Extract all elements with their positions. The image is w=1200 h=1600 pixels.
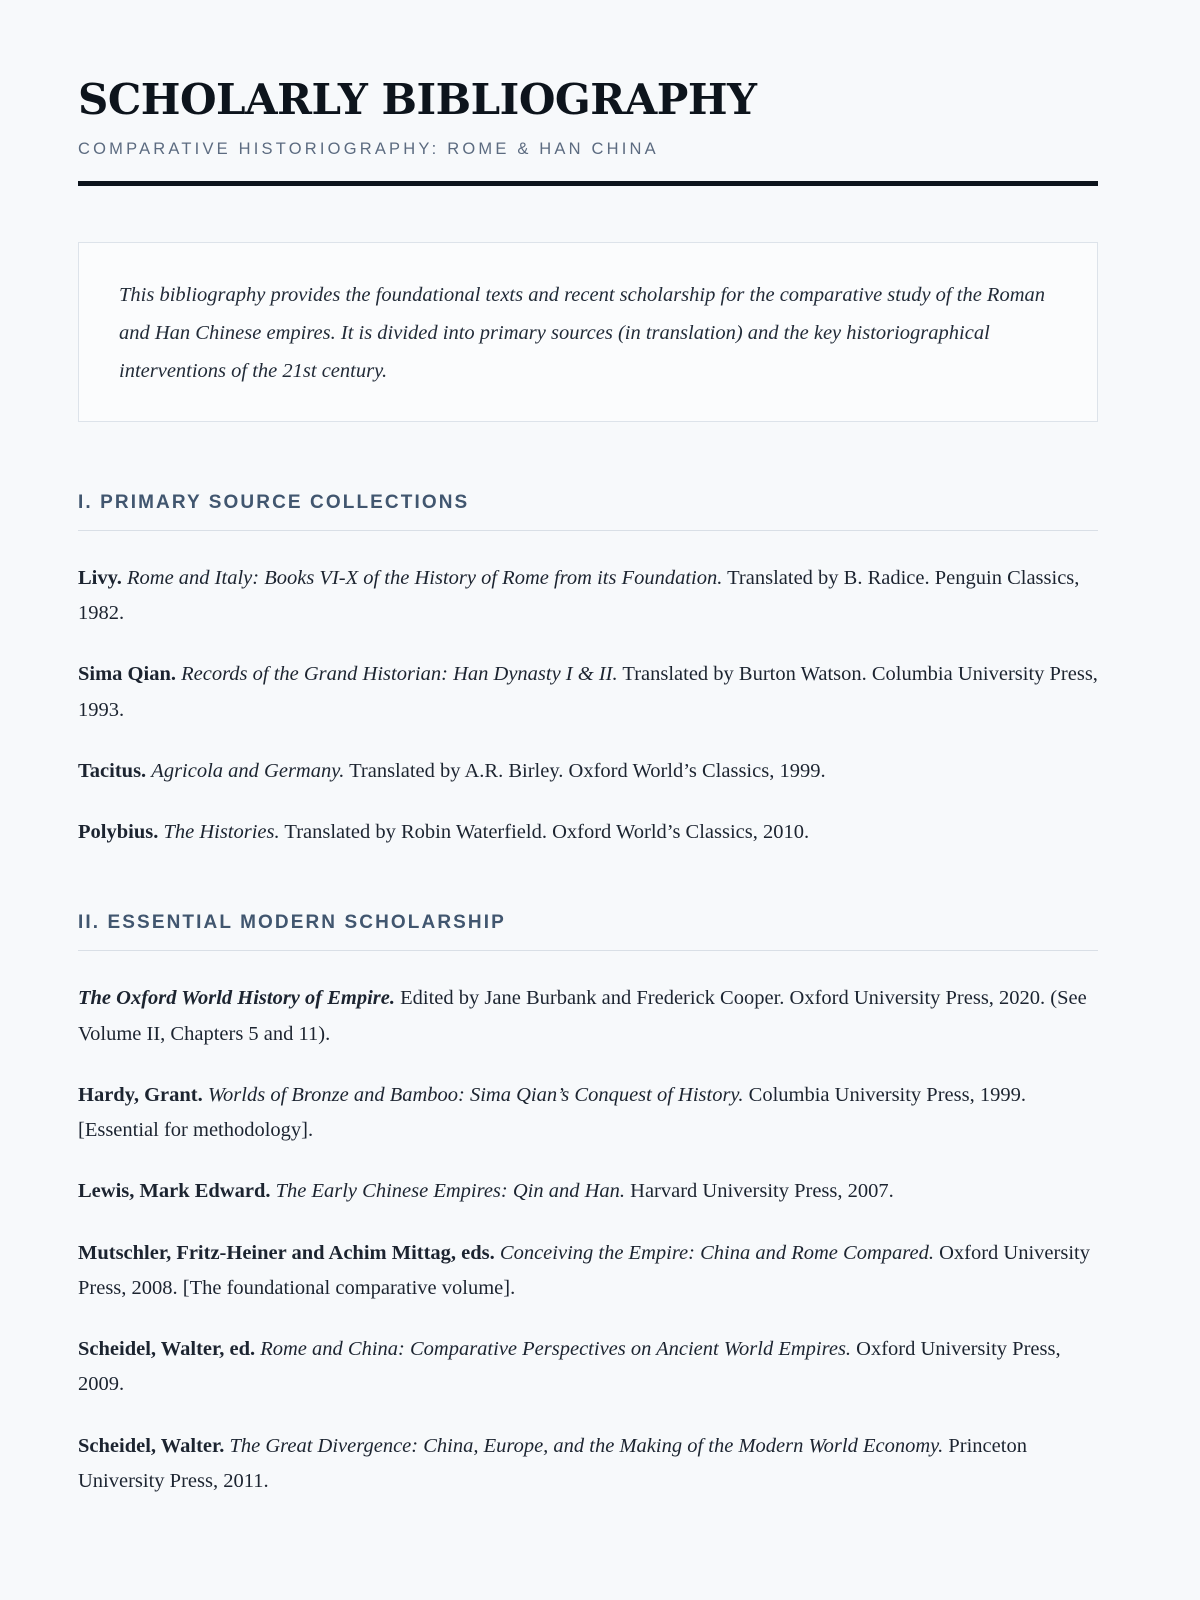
page-subtitle: COMPARATIVE HISTORIOGRAPHY: ROME & HAN CHINA xyxy=(78,140,659,159)
section-heading: II. ESSENTIAL MODERN SCHOLARSHIP xyxy=(78,912,506,934)
bibliography-sections xyxy=(78,492,1098,1499)
entry-title: Worlds of Bronze and Bamboo: Sima Qian’s Conquest of History. xyxy=(207,1083,744,1106)
entry-publication: Translated by Burton Watson. Columbia University Press, 1993. xyxy=(78,663,1098,721)
entry-author: Livy. xyxy=(78,566,122,589)
abstract-box xyxy=(78,242,1098,422)
entry-publication: Translated by A.R. Birley. Oxford World’s Classics, 1999. xyxy=(349,759,826,782)
entry-author: Tacitus. xyxy=(78,759,147,782)
entry-publication: Oxford University Press, 2009. xyxy=(78,1338,1061,1396)
entry-title: Agricola and Germany. xyxy=(151,759,345,782)
entry-title: The Histories. xyxy=(163,821,280,844)
entry-author: Hardy, Grant. xyxy=(78,1083,203,1106)
entry-author: Scheidel, Walter. xyxy=(78,1434,225,1457)
section-divider xyxy=(78,950,1098,951)
entry-publication: Harvard University Press, 2007. xyxy=(630,1180,894,1203)
entry-author: Polybius. xyxy=(78,821,159,844)
bibliography-section xyxy=(78,912,1098,1499)
entry-author: Sima Qian. xyxy=(78,663,176,686)
entry-title: Records of the Grand Historian: Han Dynasty I & II. xyxy=(181,663,618,686)
entry-author: Scheidel, Walter, ed. xyxy=(78,1338,256,1361)
entry-author: Lewis, Mark Edward. xyxy=(78,1180,271,1203)
entry-publication: Edited by Jane Burbank and Frederick Cooper. Oxford University Press, 2020. (See Volume II, Chapters 5 and 11). xyxy=(78,987,1087,1045)
entry-publication: Translated by B. Radice. Penguin Classics, 1982. xyxy=(78,566,1080,625)
section-heading: I. PRIMARY SOURCE COLLECTIONS xyxy=(78,491,470,513)
bibliography-entry xyxy=(78,1174,1098,1209)
bibliography-section xyxy=(78,492,1098,851)
entry-author: The Oxford World History of Empire. xyxy=(78,987,395,1010)
entry-title: The Great Divergence: China, Europe, and the Making of the Modern World Economy. xyxy=(229,1434,944,1457)
title-divider xyxy=(78,181,1098,186)
bibliography-entry xyxy=(78,754,1098,789)
bibliography-entry xyxy=(78,1332,1098,1403)
bibliography-entry xyxy=(78,657,1098,728)
bibliography-entry xyxy=(78,815,1098,850)
entry-title: The Early Chinese Empires: Qin and Han. xyxy=(275,1180,626,1203)
bibliography-entry xyxy=(78,1429,1098,1500)
entry-publication: Oxford University Press, 2008. [The foundational comparative volume]. xyxy=(78,1241,1090,1299)
bibliography-entry xyxy=(78,561,1098,632)
entry-title: Rome and Italy: Books VI-X of the History of Rome from its Foundation. xyxy=(127,566,723,589)
entry-publication: Translated by Robin Waterfield. Oxford World’s Classics, 2010. xyxy=(284,821,810,844)
entry-title: Rome and China: Comparative Perspectives on Ancient World Empires. xyxy=(260,1338,852,1361)
entry-publication: Columbia University Press, 1999. [Essential for methodology]. xyxy=(78,1083,1026,1142)
entry-author: Mutschler, Fritz-Heiner and Achim Mittag, eds. xyxy=(78,1241,495,1264)
page-title: SCHOLARLY BIBLIOGRAPHY xyxy=(78,75,757,124)
entry-publication: Princeton University Press, 2011. xyxy=(78,1434,1027,1492)
bibliography-entry xyxy=(78,1236,1098,1307)
abstract-text: This bibliography provides the foundational texts and recent scholarship for the comparative study of the Roman and Han Chinese empires. It is divided into primary sources (in translation) and the key historiographical interventions of the 21st century. xyxy=(119,284,1046,382)
section-divider xyxy=(78,530,1098,531)
document-header xyxy=(78,75,1098,186)
entry-title: Conceiving the Empire: China and Rome Compared. xyxy=(499,1241,934,1264)
bibliography-entry xyxy=(78,1078,1098,1149)
bibliography-entry xyxy=(78,981,1098,1052)
